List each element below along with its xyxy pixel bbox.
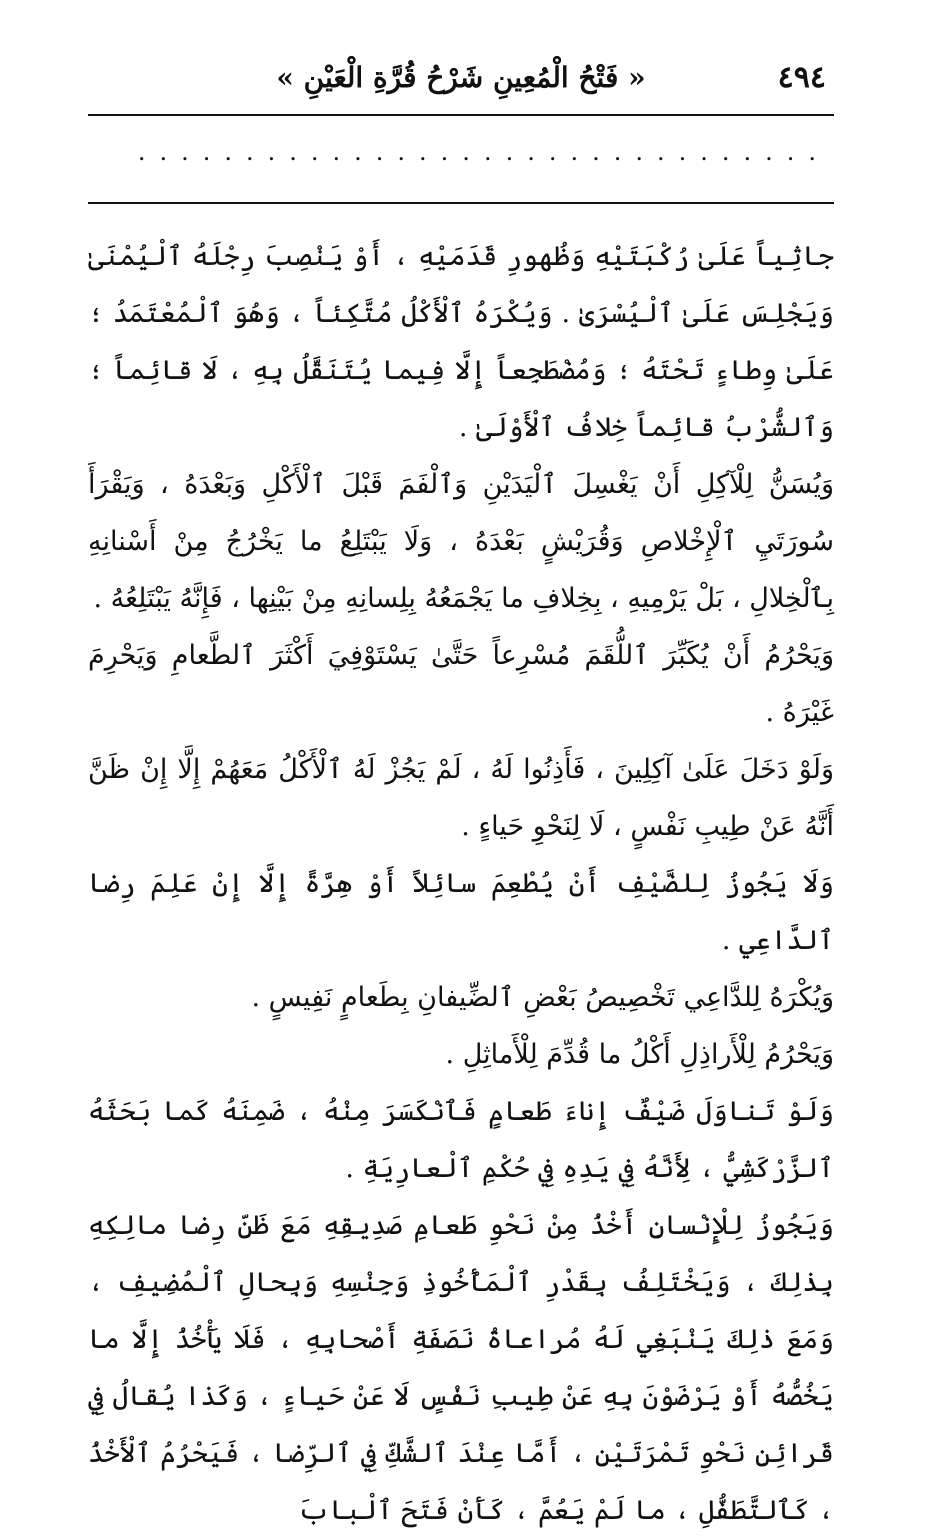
paragraph-joining-eaters: وَلَوْ دَخَلَ عَلَىٰ آكِلِينَ ، فَأَذِنُوا لَهُ ، لَمْ يَجُزْ لَهُ ٱلْأَكْلُ مَعَهُمْ إِلَّا إِنْ ظَنَّ أَنَّهُ عَنْ طِيبِ نَفْسٍ ، لَا لِنَحْوِ حَياءٍ . <box>88 754 834 842</box>
paragraph-broken-vessel: وَلَوْ تَناوَلَ ضَيْفٌ إِناءَ طَعامٍ فَٱنْكَسَرَ مِنْهُ ، ضَمِنَهُ كَما بَحَثَهُ ٱلزَّرْكَشِيُّ ، لِأَنَّهُ فِي يَدِهِ فِي حُكْمِ ٱلْعارِيَةِ . <box>88 1096 834 1184</box>
paragraph-friends-food: وَيَجُوزُ لِلْإِنْسانِ أَخْذُ مِنْ نَحْوِ طَعامِ صَدِيقِهِ مَعَ ظَنِّ رِضا مالِكِهِ بِذٰلِكَ ، وَيَخْتَلِفُ بِقَدْرِ ٱلْمَأْخُوذِ وَجِنْسِهِ وَبِحالِ ٱلْمُضِيفِ ، وَمَعَ ذٰلِكَ يَنْبَغِي لَهُ مُراعاةُ نَصَفَةِ أَصْحابِهِ ، فَلَا يَأْخُذُ إِلَّا ما يَخُصُّهُ أَوْ يَرْضَوْنَ بِهِ عَنْ طِيبِ نَفْسٍ لَا عَنْ حَياءٍ ، وَكَذا يُقالُ فِي قَرائِنِ نَحْوِ تَمْرَتَيْنِ ، أَمَّا عِنْدَ ٱلشَّكِّ فِي ٱلرِّضا ، فَيَحْرُمُ ٱلْأَخْذُ ، كَٱلتَّطَفُّلِ ، ما لَمْ يَعُمَّ ، كَأَنْ فَتَحَ ٱلْبابَ <box>88 1210 834 1526</box>
body-text <box>88 228 834 1539</box>
paragraph-guest-feeding: وَلَا يَجُوزُ لِلضَّيْفِ أَنْ يُطْعِمَ سائِلاً أَوْ هِرَّةً إِلَّا إِنْ عَلِمَ رِضا ٱلدَّاعِي . <box>88 868 834 956</box>
dotted-separator: ................................ <box>137 140 830 164</box>
page-number: ٤٩٤ <box>777 60 826 95</box>
footnote-rule <box>88 202 834 204</box>
paragraph-host-favoritism: وَيُكْرَهُ لِلدَّاعِي تَخْصِيصُ بَعْضِ ٱلضِّيفانِ بِطَعامٍ نَفِيسٍ . <box>251 982 834 1013</box>
running-title: « فَتْحُ الْمُعِينِ شَرْحُ قُرَّةِ الْعَيْنِ » <box>276 61 646 94</box>
header-rule <box>88 114 834 116</box>
paragraph-washing-hands: وَيُسَنُّ لِلْآكِلِ أَنْ يَغْسِلَ ٱلْيَدَيْنِ وَٱلْفَمَ قَبْلَ ٱلْأَكْلِ وَبَعْدَهُ ، وَيَقْرَأَ سُورَتَيِ ٱلْإِخْلاصِ وَقُرَيْشٍ بَعْدَهُ ، وَلَا يَبْتَلِعُ ما يَخْرُجُ مِنْ أَسْنانِهِ بِٱلْخِلالِ ، بَلْ يَرْمِيهِ ، بِخِلافِ ما يَجْمَعُهُ بِلِسانِهِ مِنْ بَيْنِها ، فَإِنَّهُ يَبْتَلِعُهُ . <box>88 469 834 614</box>
paragraph-large-morsels: وَيَحْرُمُ أَنْ يُكَبِّرَ ٱللُّقَمَ مُسْرِعاً حَتَّىٰ يَسْتَوْفِيَ أَكْثَرَ ٱلطَّعامِ وَيَحْرِمَ غَيْرَهُ . <box>88 640 834 728</box>
paragraph-sitting-posture: جاثِياً عَلَىٰ رُكْبَتَيْهِ وَظُهورِ قَدَمَيْهِ ، أَوْ يَنْصِبَ رِجْلَهُ ٱلْيُمْنَىٰ وَيَجْلِسَ عَلَىٰ ٱلْيُسْرَىٰ . وَيُكْرَهُ ٱلْأَكْلُ مُتَّكِئاً ، وَهُوَ ٱلْمُعْتَمَدُ ؛ عَلَىٰ وِطاءٍ تَحْتَهُ ؛ وَمُضْطَجِعاً إِلَّا فِيما يُتَنَقَّلُ بِهِ ، لَا قائِماً ؛ وَٱلشُّرْبُ قائِماً خِلافُ ٱلْأَوْلَىٰ . <box>88 241 834 443</box>
paragraph-lowly-guests: وَيَحْرُمُ لِلْأَراذِلِ أَكْلُ ما قُدِّمَ لِلْأَماثِلِ . <box>445 1039 834 1070</box>
page-header <box>88 52 834 112</box>
